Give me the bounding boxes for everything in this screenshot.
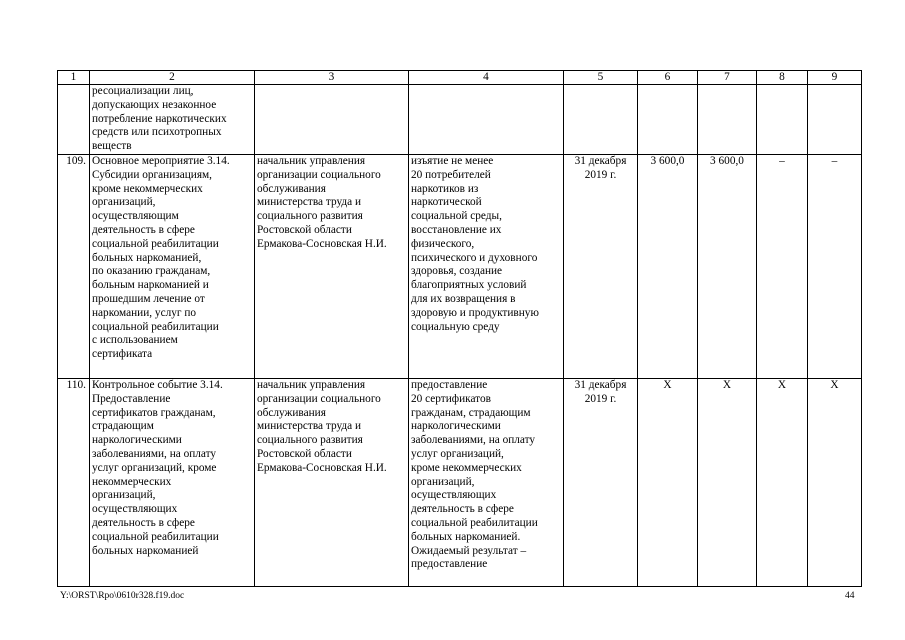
text-line: 2019 г. <box>584 168 617 181</box>
text-line: здоровую и продуктивную <box>411 306 539 319</box>
header-cell: 4 <box>409 71 564 85</box>
text-line: с использованием <box>92 334 178 347</box>
text-line: организации социального <box>257 168 381 181</box>
text-line: обслуживания <box>257 182 326 195</box>
page-number: 44 <box>845 591 855 601</box>
text-line: Ростовской области <box>257 447 352 460</box>
text-line: кроме некоммерческих <box>411 461 522 474</box>
value-cell <box>698 85 757 155</box>
text-line: страдающим <box>92 420 154 433</box>
text-line: больным наркоманией и <box>92 279 209 292</box>
table-row-110 <box>58 379 862 587</box>
text-line: предоставление <box>411 558 488 571</box>
date-cell <box>564 379 638 587</box>
text-line: психического и духовного <box>411 251 538 264</box>
text-line: осуществляющим <box>92 210 179 223</box>
text-line: Ростовской области <box>257 223 352 236</box>
row-number: 109. <box>58 155 90 379</box>
row-number: 110. <box>58 379 90 587</box>
text-line: организаций, <box>411 475 475 488</box>
text-line: 20 потребителей <box>411 168 491 181</box>
value-cell <box>808 85 862 155</box>
text-line: социального развития <box>257 210 363 223</box>
text-line: прошедшим лечение от <box>92 292 205 305</box>
text-line: Контрольное событие 3.14. <box>92 379 223 391</box>
text-line: сертификатов гражданам, <box>92 406 216 419</box>
text-line: Ожидаемый результат – <box>411 544 527 557</box>
text-line: 31 декабря <box>574 155 627 167</box>
text-line: больных наркоманией <box>92 544 199 557</box>
text-line: по оказанию гражданам, <box>92 265 211 278</box>
text-line: средств или психотропных <box>92 126 222 139</box>
text-line: благоприятных условий <box>411 279 527 292</box>
result-cell <box>409 379 564 587</box>
text-line: организации социального <box>257 392 381 405</box>
text-line: гражданам, страдающим <box>411 406 531 419</box>
text-line: организаций, <box>92 489 156 502</box>
header-cell: 5 <box>564 71 638 85</box>
text-line: физического, <box>411 237 475 250</box>
header-cell: 6 <box>638 71 698 85</box>
text-line: наркотической <box>411 196 482 209</box>
text-line: социальной среды, <box>411 210 502 223</box>
text-line: организаций, <box>92 196 156 209</box>
text-line: наркологическими <box>92 434 182 447</box>
text-line: потребление наркотических <box>92 112 227 125</box>
value-cell: – <box>808 155 862 379</box>
text-line: заболеваниями, на оплату <box>92 447 217 460</box>
text-line: Субсидии организациям, <box>92 168 212 181</box>
text-line: деятельность в сфере <box>92 223 195 236</box>
date-cell <box>564 155 638 379</box>
value-cell: Х <box>757 379 808 587</box>
table-row-continuation <box>58 85 862 155</box>
responsible-cell <box>255 85 409 155</box>
text-line: некоммерческих <box>92 475 172 488</box>
text-line: осуществляющих <box>411 489 497 502</box>
text-line: изъятие не менее <box>411 155 494 167</box>
text-line: деятельность в сфере <box>92 516 195 529</box>
text-line: Предоставление <box>92 392 171 405</box>
text-line: обслуживания <box>257 406 326 419</box>
text-line: 31 декабря <box>574 379 627 391</box>
value-cell <box>757 85 808 155</box>
header-cell: 2 <box>90 71 255 85</box>
text-line: больных наркоманией, <box>92 251 202 264</box>
text-line: социальной реабилитации <box>92 530 219 543</box>
text-line: деятельность в сфере <box>411 503 514 516</box>
text-line: социальной реабилитации <box>92 237 219 250</box>
text-line: Ермакова-Сосновская Н.И. <box>257 237 387 250</box>
text-line: предоставление <box>411 379 488 391</box>
text-line: услуг организаций, <box>411 447 504 460</box>
value-cell: 3 600,0 <box>698 155 757 379</box>
table-row-109 <box>58 155 862 379</box>
column-number-row <box>58 71 862 85</box>
text-line: веществ <box>92 140 132 153</box>
value-cell: Х <box>698 379 757 587</box>
text-line: заболеваниями, на оплату <box>411 434 536 447</box>
text-line: услуг организаций, кроме <box>92 461 217 474</box>
header-cell: 7 <box>698 71 757 85</box>
text-line: наркомании, услуг по <box>92 306 197 319</box>
text-line: сертификата <box>92 348 153 361</box>
measure-cell <box>90 155 255 379</box>
text-line: для их возвращения в <box>411 292 516 305</box>
value-cell <box>638 85 698 155</box>
value-cell: Х <box>808 379 862 587</box>
text-line: осуществляющих <box>92 503 178 516</box>
value-cell: – <box>757 155 808 379</box>
measure-cell <box>90 85 255 155</box>
text-line: кроме некоммерческих <box>92 182 203 195</box>
result-cell <box>409 155 564 379</box>
header-cell: 9 <box>808 71 862 85</box>
date-cell <box>564 85 638 155</box>
header-cell: 8 <box>757 71 808 85</box>
text-line: социальной реабилитации <box>92 320 219 333</box>
num-cell <box>58 85 90 155</box>
header-cell: 1 <box>58 71 90 85</box>
text-line: наркотиков из <box>411 182 479 195</box>
text-line: здоровья, создание <box>411 265 503 278</box>
value-cell: 3 600,0 <box>638 155 698 379</box>
header-cell: 3 <box>255 71 409 85</box>
result-cell <box>409 85 564 155</box>
text-line: Основное мероприятие 3.14. <box>92 155 230 167</box>
text-line: министерства труда и <box>257 420 362 433</box>
text-line: допускающих незаконное <box>92 98 217 111</box>
responsible-cell <box>255 379 409 587</box>
text-line: восстановление их <box>411 223 502 236</box>
value-cell: Х <box>638 379 698 587</box>
plan-table <box>57 70 862 587</box>
responsible-cell <box>255 155 409 379</box>
measure-cell <box>90 379 255 587</box>
text-line: социальной реабилитации <box>411 516 538 529</box>
text-line: Ермакова-Сосновская Н.И. <box>257 461 387 474</box>
text-line: наркологическими <box>411 420 501 433</box>
file-path-footer: Y:\ORST\Rpo\0610r328.f19.doc <box>60 591 185 601</box>
text-line: начальник управления <box>257 379 366 391</box>
text-line: ресоциализации лиц, <box>92 85 194 97</box>
text-line: начальник управления <box>257 155 366 167</box>
text-line: 2019 г. <box>584 392 617 405</box>
text-line: социальную среду <box>411 320 500 333</box>
text-line: больных наркоманией. <box>411 530 521 543</box>
text-line: социального развития <box>257 434 363 447</box>
text-line: министерства труда и <box>257 196 362 209</box>
text-line: 20 сертификатов <box>411 392 491 405</box>
